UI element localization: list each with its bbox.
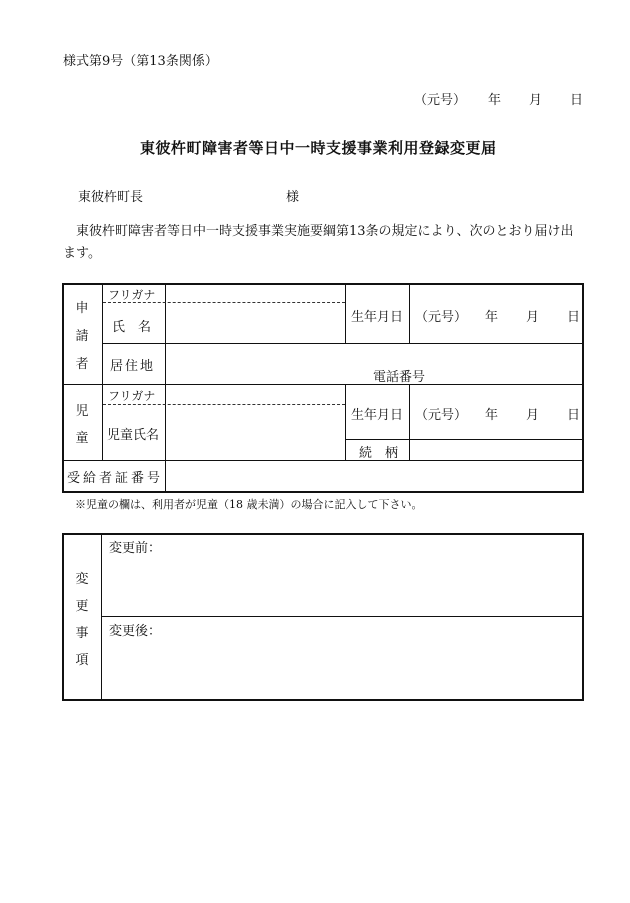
change-after-label: 変更後： [109,624,162,639]
table-divider [346,439,584,440]
table-divider [63,460,584,461]
date-day-label: 日 [570,93,584,108]
applicant-phone-label: 電話番号 [373,370,426,385]
child-birth-month: 月 [526,408,540,423]
applicant-furigana-label: フリガナ [108,288,156,302]
date-month-label: 月 [529,93,543,108]
table-divider [409,384,410,460]
changes-table [62,533,584,701]
recipient-number-label: 受給者証番号 [67,471,164,486]
child-birth-day: 日 [567,408,581,423]
body-paragraph: 東彼杵町障害者等日中一時支援事業実施要綱第13条の規定により、次のとおり届け出ます。 [63,224,574,261]
applicant-birth-label: 生年月日 [351,310,404,325]
table-divider [345,284,346,343]
child-section-char: 童 [75,431,89,446]
child-name-label: 児童氏名 [107,428,160,443]
child-relation-label: 続 柄 [359,446,399,461]
applicant-birth-month: 月 [526,310,540,325]
applicant-birth-day: 日 [567,310,581,325]
applicant-address-label: 居住地 [110,359,156,374]
applicant-birth-era: （元号） [415,310,468,325]
applicant-section-char: 請 [75,329,89,344]
addressee-name: 東彼杵町長 [78,190,144,205]
table-divider [63,384,584,385]
table-divider [101,534,102,700]
form-number: 様式第9号（第13条関係） [63,54,218,69]
date-year-label: 年 [488,93,502,108]
changes-section-char: 変 [75,572,89,587]
changes-section-char: 事 [75,626,89,641]
child-birth-label: 生年月日 [351,408,404,423]
date-era-label: （元号） [414,93,467,108]
child-birth-year: 年 [485,408,499,423]
addressee-honorific: 様 [286,190,300,205]
document-title: 東彼杵町障害者等日中一時支援事業利用登録変更届 [140,139,497,157]
child-note: ※児童の欄は、利用者が児童（18 歳未満）の場合に記入して下さい。 [75,498,423,511]
changes-section-char: 項 [75,653,89,668]
table-divider [102,284,103,460]
table-divider [102,616,584,617]
table-divider [103,343,584,344]
child-birth-era: （元号） [415,408,468,423]
applicant-birth-year: 年 [485,310,499,325]
table-divider [345,384,346,460]
applicant-name-label: 氏 名 [112,320,152,335]
change-before-label: 変更前： [109,541,162,556]
applicant-section-char: 申 [75,301,89,316]
furigana-divider [103,404,345,405]
changes-section-char: 更 [75,599,89,614]
child-section-char: 児 [75,404,89,419]
child-furigana-label: フリガナ [108,389,156,403]
applicant-section-char: 者 [75,357,89,372]
table-divider [409,284,410,343]
